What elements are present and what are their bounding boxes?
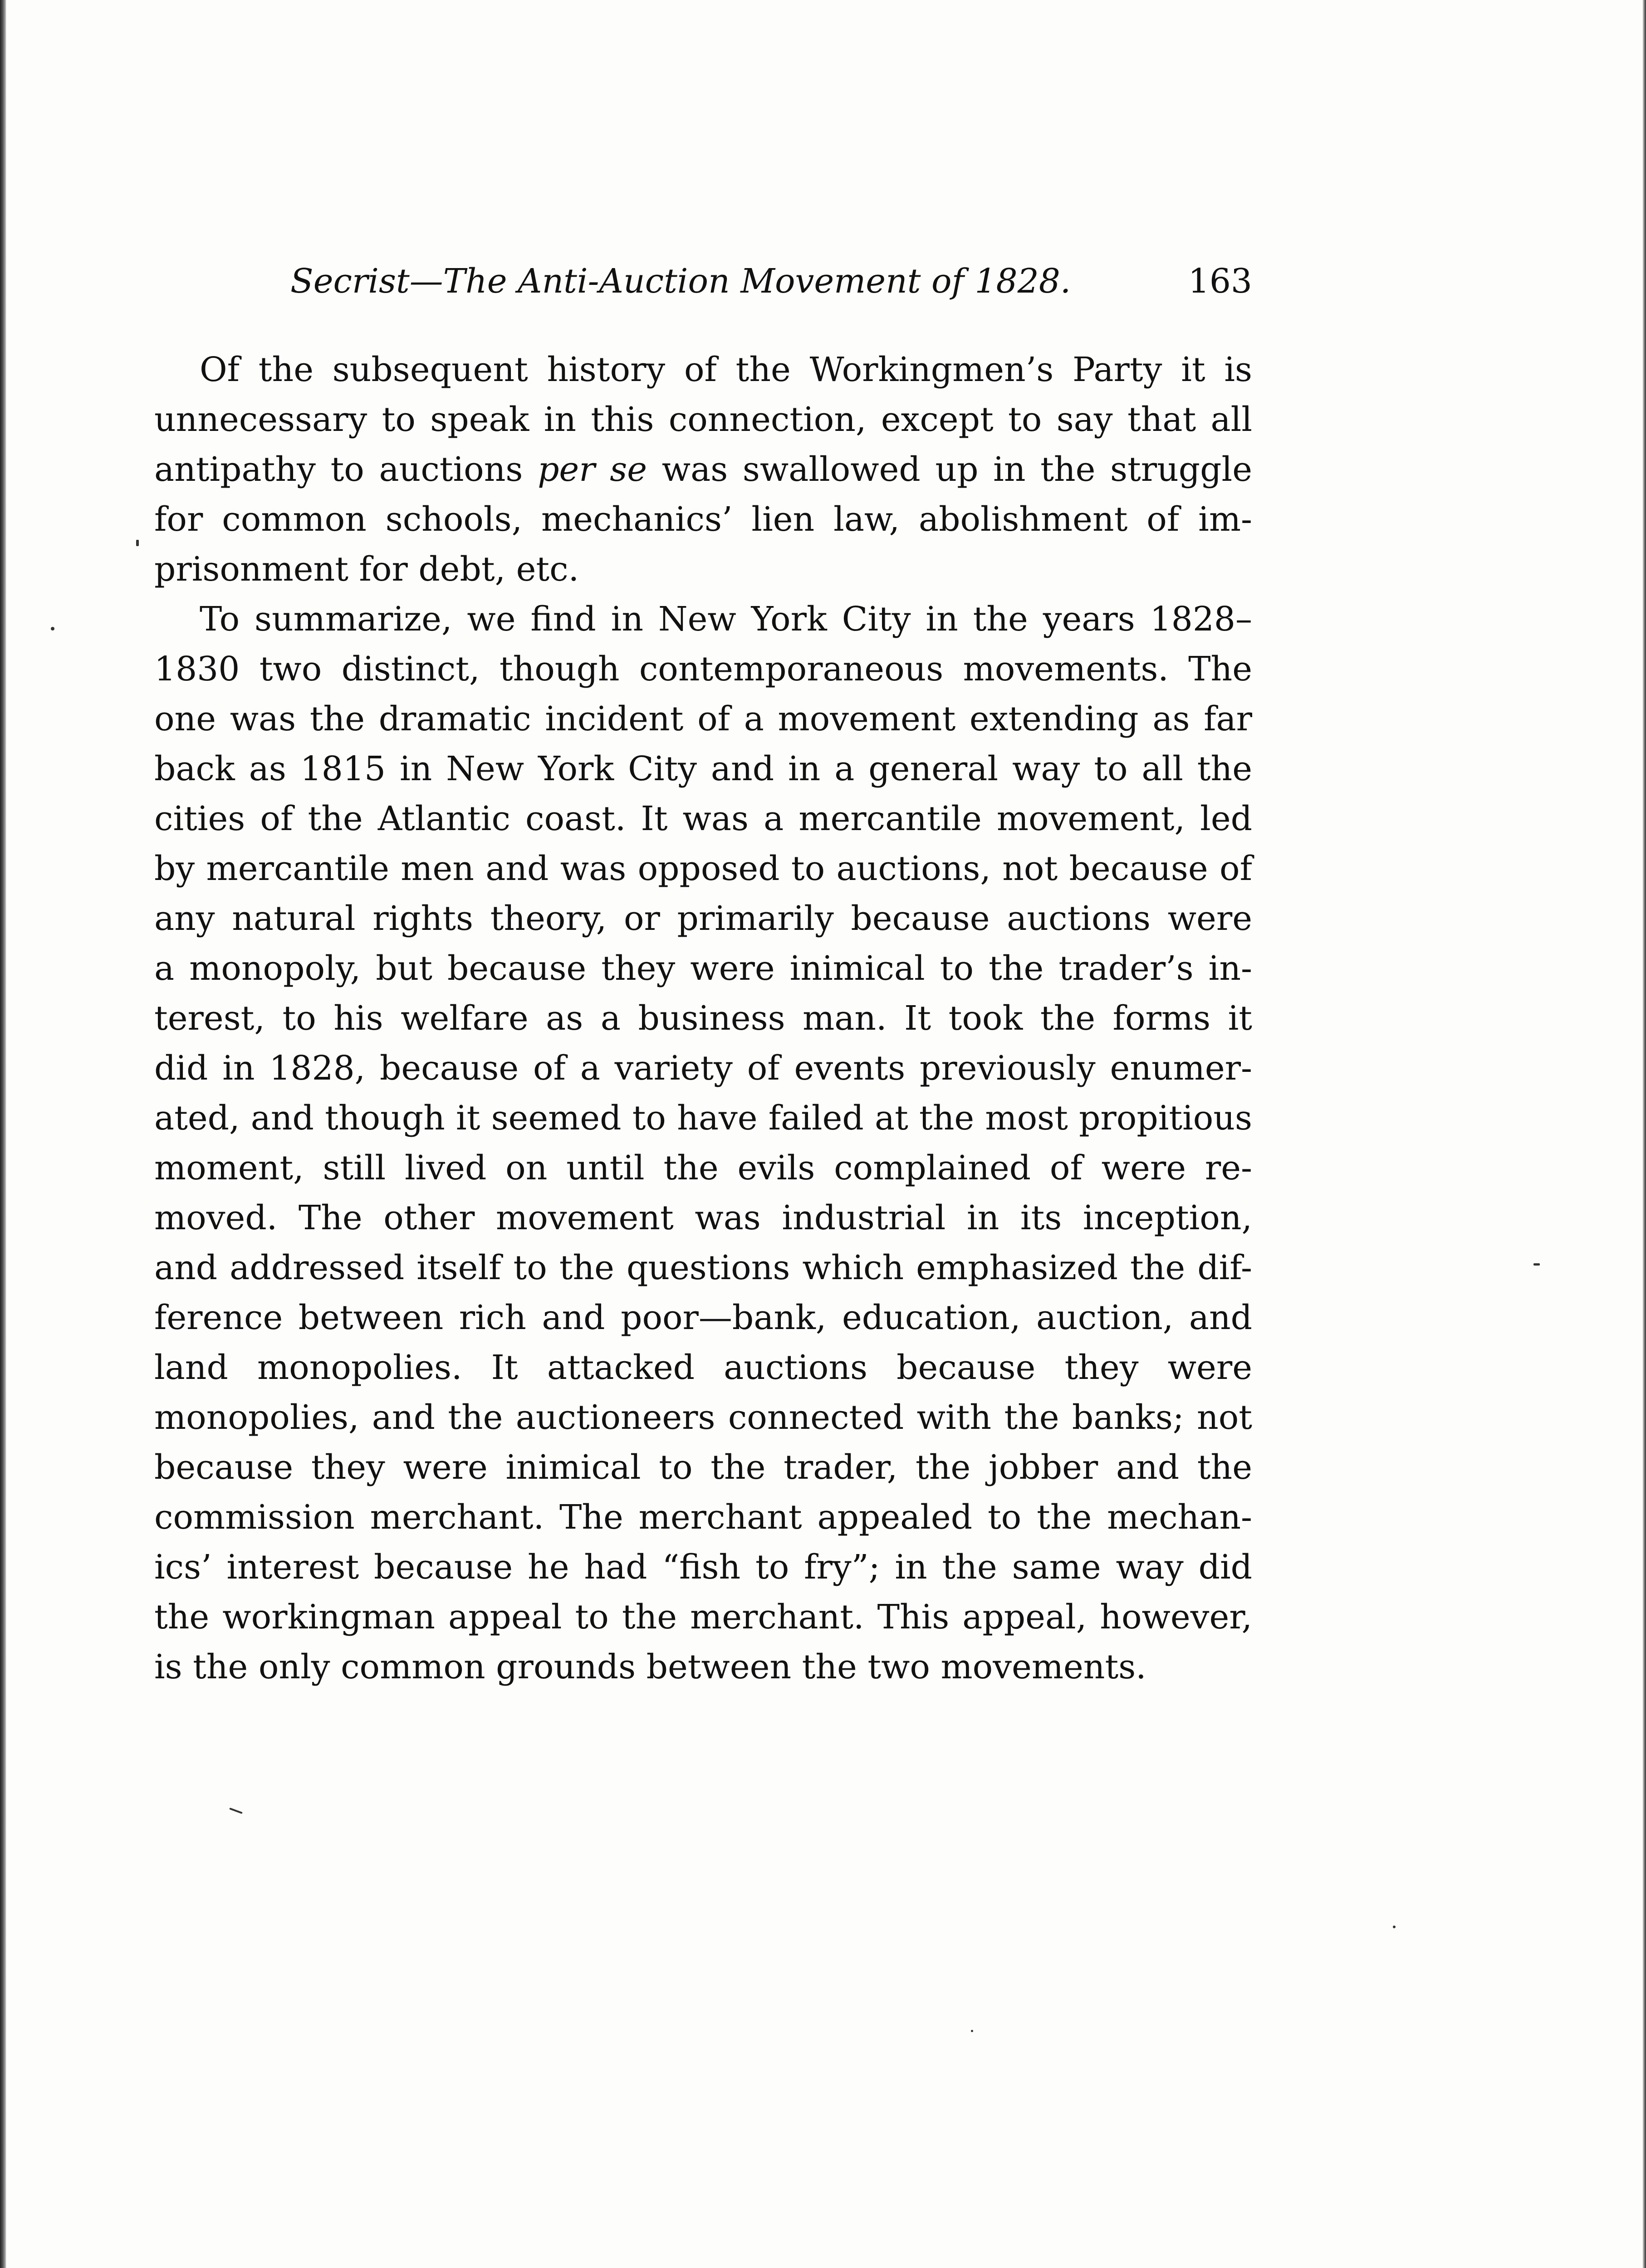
- text-line: did in 1828, because of a variety of events previously enumer-: [154, 1049, 1252, 1088]
- text-line: back as 1815 in New York City and in a general way to all the: [154, 749, 1252, 788]
- text-line: commission merchant. The merchant appealed to the mechan-: [154, 1498, 1252, 1537]
- text-line-part: antipathy to auctions: [154, 450, 538, 489]
- text-line: moved. The other movement was industrial in its inception,: [154, 1198, 1252, 1237]
- text-line: terest, to his welfare as a business man. It took the forms it: [154, 999, 1252, 1038]
- text-line: any natural rights theory, or primarily because auctions were: [154, 899, 1252, 938]
- italic-phrase: per se: [538, 450, 647, 489]
- text-line: 1830 two distinct, though contemporaneous movements. The: [154, 650, 1252, 689]
- text-line: for common schools, mechanics’ lien law, abolishment of im-: [154, 500, 1252, 539]
- page-right-scan-edge: [1642, 0, 1646, 2268]
- text-line: the workingman appeal to the merchant. This appeal, however,: [154, 1598, 1252, 1637]
- text-line: one was the dramatic incident of a movement extending as far: [154, 699, 1252, 738]
- scan-speck: [1533, 1263, 1540, 1266]
- scan-speck: [229, 1808, 243, 1814]
- text-line: by mercantile men and was opposed to auctions, not because of: [154, 849, 1252, 888]
- paragraph-1: [154, 345, 1252, 594]
- body-text: [154, 345, 1252, 1692]
- text-line: is the only common grounds between the two movements.: [154, 1647, 1146, 1686]
- page-number: 163: [1188, 262, 1252, 301]
- page-left-scan-edge: [0, 0, 6, 2268]
- scan-speck: [136, 540, 139, 546]
- text-line: To summarize, we find in New York City in the years 1828–: [200, 600, 1252, 639]
- text-line: ated, and though it seemed to have failed at the most propitious: [154, 1099, 1252, 1138]
- text-line-with-italic: [154, 445, 1252, 494]
- scan-speck: [1393, 1926, 1396, 1928]
- text-line: moment, still lived on until the evils complained of were re-: [154, 1149, 1252, 1188]
- text-line: a monopoly, but because they were inimical to the trader’s in-: [154, 949, 1252, 988]
- scan-speck: [51, 627, 54, 631]
- text-line: ference between rich and poor—bank, education, auction, and: [154, 1298, 1252, 1337]
- text-line: prisonment for debt, etc.: [154, 550, 579, 589]
- text-line: unnecessary to speak in this connection, except to say that all: [154, 400, 1252, 439]
- text-line: and addressed itself to the questions which emphasized the dif-: [154, 1248, 1252, 1287]
- paragraph-2: [154, 594, 1252, 1692]
- running-head: [290, 254, 1252, 308]
- text-line: Of the subsequent history of the Workingmen’s Party it is: [200, 350, 1252, 389]
- text-line: cities of the Atlantic coast. It was a mercantile movement, led: [154, 799, 1252, 838]
- scan-speck: [971, 2030, 973, 2032]
- text-line-part: was swallowed up in the struggle: [647, 450, 1253, 489]
- text-line: ics’ interest because he had “fish to fry”; in the same way did: [154, 1548, 1252, 1587]
- text-line: monopolies, and the auctioneers connected with the banks; not: [154, 1398, 1252, 1437]
- text-line: because they were inimical to the trader, the jobber and the: [154, 1448, 1252, 1487]
- text-line: land monopolies. It attacked auctions because they were: [154, 1348, 1252, 1387]
- running-head-title: Secrist—The Anti-Auction Movement of 1828.: [290, 262, 1071, 301]
